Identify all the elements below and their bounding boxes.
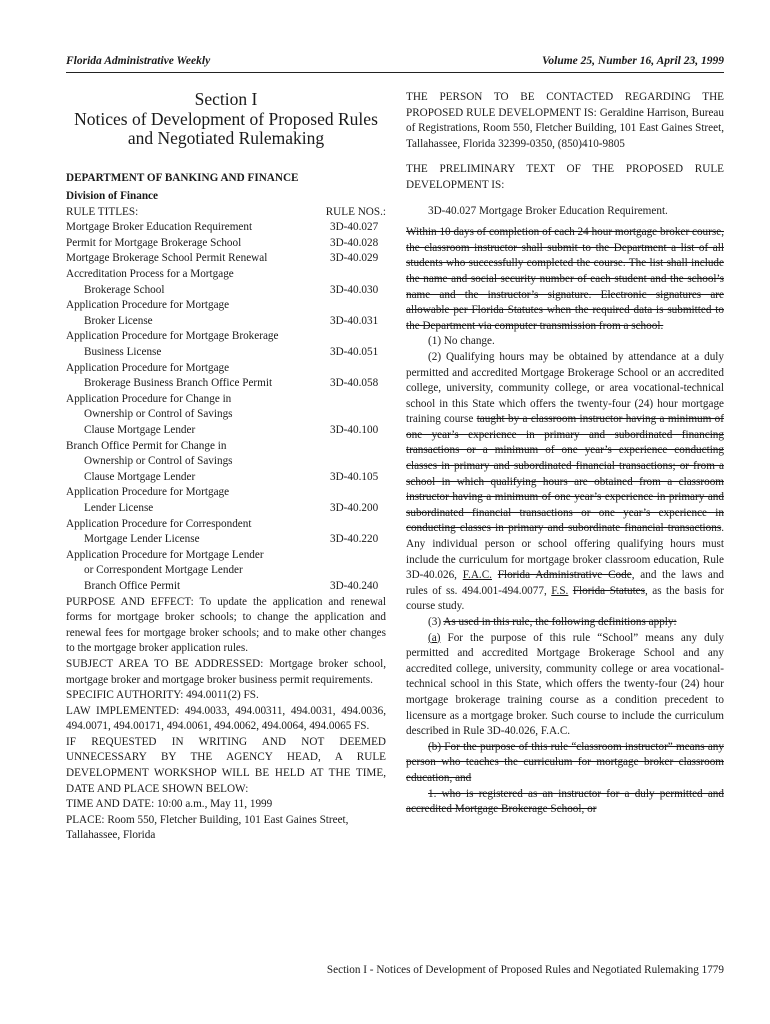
law-implemented: LAW IMPLEMENTED: 494.0033, 494.00311, 494.0031, 494.0036, 494.0071, 494.00171, 494.0061, 494.0062, 494.0064, 494.0065 FS. [66, 704, 386, 733]
rule-title-line: Application Procedure for Change in [66, 392, 232, 405]
rule-title-line: Application Procedure for Mortgage [66, 361, 230, 374]
rule-number: 3D-40.105 [330, 470, 379, 483]
preliminary-text-heading: THE PRELIMINARY TEXT OF THE PROPOSED RULE DEVELOPMENT IS: [406, 163, 724, 191]
paragraph-3b: (b) For the purpose of this rule “classroom instructor” means any person who teaches the curriculum for mortgage broker classroom education, and [406, 740, 724, 784]
struck-text: taught by a classroom instructor having a minimum of one year’s experience in primary and subordinated financing transactions or a minimum of one year’s experience conducting classes in primary and subordinated financial transactions; or from a school in which qualifying hours are obtained from a classroom instructor having a minimum of one year’s experience in primary and subordinated financial transactions or one year’s experience in conducting classes in primary and subordinate financial transactions [406, 413, 724, 535]
volume-info: Volume 25, Number 16, April 23, 1999 [542, 55, 724, 67]
purpose-and-effect: PURPOSE AND EFFECT: To update the application and renewal forms for mortgage broker schools; to change the application and renewal fees for mortgage broker schools; and to make other changes to the mortgage broker application rules. [66, 595, 386, 655]
rule-title-line: Mortgage Lender License 3D-40.220 [66, 532, 386, 548]
publication-title: Florida Administrative Weekly [66, 55, 211, 67]
rule-title-line: Permit for Mortgage Brokerage School 3D-40.028 [66, 236, 386, 252]
rule-title-line: Application Procedure for Mortgage Brokerage [66, 330, 279, 343]
section-title: Section I Notices of Development of Proposed Rules and Negotiated Rulemaking [74, 89, 378, 148]
rule-title-line: Accreditation Process for a Mortgage [66, 268, 234, 281]
specific-authority: SPECIFIC AUTHORITY: 494.0011(2) FS. [66, 689, 259, 702]
right-column [406, 90, 724, 818]
page-footer: Section I - Notices of Development of Proposed Rules and Negotiated Rulemaking 1779 [326, 964, 724, 976]
rule-title-line: Clause Mortgage Lender 3D-40.100 [66, 423, 386, 439]
paragraph-3: (3) As used in this rule, the following definitions apply: [428, 616, 677, 628]
subject-area: SUBJECT AREA TO BE ADDRESSED: Mortgage broker school, mortgage broker and mortgage broker business permit requirements. [66, 657, 386, 686]
rule-list [66, 220, 386, 594]
inserted-text: F.S. [551, 584, 569, 597]
paragraph-3a: (a) For the purpose of this rule “School” means any duly permitted and accredited Mortgage Brokerage School and any accredited college, university, community college or area vocational-technical school in this State, which offers the twenty-four (24) hour mortgage brokerage training course as a condition precedent to licensure as a mortgage broker. Such course to include the curriculum described in Rule 3D-40.026, F.A.C. [406, 631, 724, 738]
rule-title-line: Mortgage Broker Education Requirement 3D-40.027 [66, 220, 386, 236]
running-header [66, 54, 724, 73]
rule-number: 3D-40.028 [330, 236, 379, 249]
paragraph-2: (2) Qualifying hours may be obtained by attendance at a duly permitted and accredited Mortgage Brokerage School or an accredited college, university, community college, or area vocational-technical school in this State which offers the twenty-four (24) hour mortgage training course taught by a classroom instructor having a minimum of one year’s experience in primary and subordinated financing transactions or a minimum of one year’s experience conducting classes in primary and subordinated financial transactions; or from a school in which qualifying hours are obtained from a classroom instructor having a minimum of one year’s experience in primary and subordinated financial transactions or one year’s experience in conducting classes in primary and subordinate financial transactions. Any individual person or school offering qualifying hours must include the curriculum for mortgage broker classroom education, Rule 3D-40.026, F.A.C. Florida Administrative Code, and the laws and rules of ss. 494.001-494.0077, F.S. Florida Statutes, as the basis for course study. [406, 350, 725, 613]
struck-intro-paragraph: Within 10 days of completion of each 24 hour mortgage broker course, the classroom instructor shall submit to the Department a list of all students who successfully completed the course. The list shall include the name and social security number of each student and the school’s name and the instructor’s signature. Electronic signatures are allowable per Florida Statutes when the required data is submitted to the Department via computer transmission from a school. [406, 226, 724, 332]
rule-number: 3D-40.030 [330, 283, 379, 296]
struck-text: Florida Statutes [572, 584, 646, 597]
rule-title-line: Mortgage Brokerage School Permit Renewal 3D-40.029 [66, 251, 386, 267]
rule-title-line: Branch Office Permit 3D-40.240 [66, 579, 386, 595]
left-column [66, 90, 386, 844]
rule-number: 3D-40.220 [330, 533, 379, 546]
place: PLACE: Room 550, Fletcher Building, 101 East Gaines Street, Tallahassee, Florida [66, 813, 349, 842]
rule-number: 3D-40.240 [330, 579, 379, 592]
struck-text: As used in this rule, the following definitions apply: [443, 616, 677, 628]
rule-number: 3D-40.100 [330, 424, 379, 436]
rule-title-line: Application Procedure for Mortgage [66, 299, 230, 312]
rule-number: 3D-40.051 [330, 346, 379, 359]
rule-title-line: Application Procedure for Mortgage [66, 486, 230, 499]
rule-title-line: Branch Office Permit for Change in [66, 439, 227, 452]
division-heading: Division of Finance [66, 190, 158, 203]
rule-title-line: Lender License 3D-40.200 [66, 501, 386, 517]
rule-number: 3D-40.058 [330, 377, 379, 390]
rule-title-line: Application Procedure for Mortgage Lender [66, 548, 264, 561]
rule-title-line: Ownership or Control of Savings [84, 455, 233, 468]
paragraph-1: (1) No change. [428, 335, 495, 348]
rule-table-header: RULE TITLES: RULE NOS.: [66, 205, 386, 218]
department-heading: DEPARTMENT OF BANKING AND FINANCE [66, 171, 299, 184]
rule-number: 3D-40.200 [330, 501, 379, 514]
rule-title-line: Brokerage Business Branch Office Permit 3D-40.058 [66, 376, 386, 392]
struck-text: Florida Administrative Code [497, 569, 632, 582]
rule-number: 3D-40.029 [330, 252, 379, 265]
rule-number: 3D-40.031 [330, 314, 379, 327]
rule-title-line: Application Procedure for Correspondent [66, 517, 252, 530]
struck-text: (a) [428, 631, 441, 644]
workshop-notice: IF REQUESTED IN WRITING AND NOT DEEMED UNNECESSARY BY THE AGENCY HEAD, A RULE DEVELOPMENT WORKSHOP WILL BE HELD AT THE TIME, DATE AND PLACE SHOWN BELOW: [66, 735, 386, 795]
paragraph-3b1: 1. who is registered as an instructor for a duly permitted and accredited Mortgage Brokerage School, or [406, 787, 724, 816]
rule-title-line: Brokerage School 3D-40.030 [66, 283, 386, 299]
rule-title-line: Ownership or Control of Savings [84, 408, 233, 421]
rule-title-line: or Correspondent Mortgage Lender [84, 564, 243, 577]
rule-number: 3D-40.027 [330, 221, 379, 234]
inserted-text: F.A.C. [462, 569, 492, 582]
rule-title-line: Clause Mortgage Lender 3D-40.105 [66, 470, 386, 486]
rule-title-line: Broker License 3D-40.031 [66, 314, 386, 330]
time-and-date: TIME AND DATE: 10:00 a.m., May 11, 1999 [66, 798, 273, 811]
rule-heading: 3D-40.027 Mortgage Broker Education Requirement. [428, 204, 668, 217]
contact-person: THE PERSON TO BE CONTACTED REGARDING THE PROPOSED RULE DEVELOPMENT IS: Geraldine Harrison, Bureau of Registrations, Room 550, Fletcher Building, 101 East Gaines Street, Tallahassee, Florida 32399-0350, (850)410-9805 [406, 91, 724, 150]
rule-title-line: Business License 3D-40.051 [66, 345, 386, 361]
